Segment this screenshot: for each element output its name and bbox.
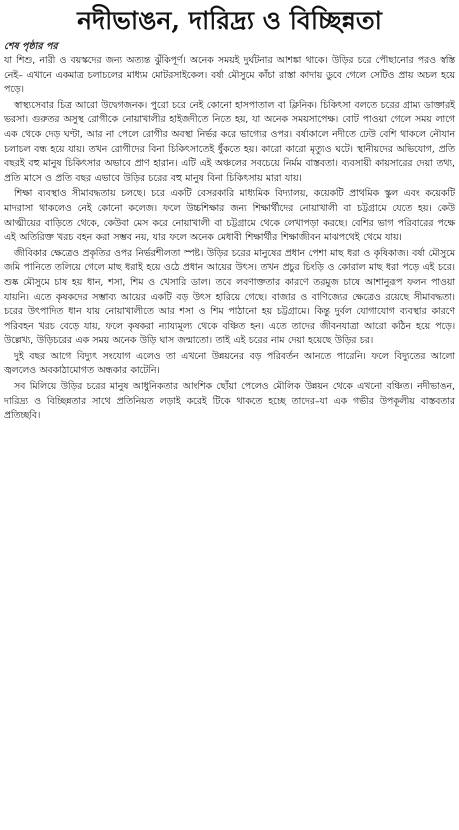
article-paragraph: যা শিশু, নারী ও বয়স্কদের জন্য অত্যন্ত ঝুঁকিপূর্ণ। অনেক সময়ই দুর্ঘটনার আশঙ্কা থাকে। উড়ির চরে পৌছানোর পরও স্বস্তি নেই– এখানে একমাত্র চলাচলের মাধ্যম মোটরসাইকেল। বর্ষা মৌসুমে কাঁচা রাস্তা কাদায় ডুবে গেলে সেটিও প্রায় অচল হয়ে পড়ে।: [4, 55, 455, 96]
article-paragraph: স্বাস্থ্যসেবার চিত্র আরো উদ্বেগজনক। পুরো চরে নেই কোনো হাসপাতাল বা ক্লিনিক। চিকিৎসা বলতে চরের গ্রাম্য ডাক্তারই ভরসা। গুরুতর অসুস্থ রোগীকে নোয়াখালীর হাইজদীতে নিতে হয়, যা অনেক সময়সাপেক্ষ। বোট পাওয়া গেলে সময় লাগে এক থেকে দেড় ঘণ্টা, আর না পেলে রোগীর অবস্থা নির্ভর করে ভাগ্যের ওপর। বর্ষাকালে নদীতে ঢেউ বেশি থাকলে নৌযান চলাচল বন্ধ হয়ে যায়। তখন রোগীদের বিনা চিকিৎসাতেই ধুঁকতে হয়। কারো কারো মৃত্যুও ঘটে। স্থানীয়দের অভিযোগ, প্রতি বছরই বহু মানুষ চিকিৎসার অভাবে প্রাণ হারান। এটি এই অঞ্চলের সবচেয়ে নির্মম বাস্তবতা। ব্যবসায়ী কায়সারের দেয়া তথ্য, প্রতি মাসে ও প্রতি বছর এভাবে উড়ির চরের বহু মানুষ বিনা চিকিৎসায় মারা যায়।: [4, 99, 455, 184]
article-paragraph: সব মিলিয়ে উড়ির চরের মানুষ আধুনিকতার আংশিক ছোঁয়া পেলেও মৌলিক উন্নয়ন থেকে এখনো বঞ্চিত। নদীভাঙন, দারিদ্র্য ও বিচ্ছিন্নতার সাথে প্রতিনিয়ত লড়াই করেই টিকে থাকতে হচ্ছে তাদের–যা এক গভীর উপকূলীয় বাস্তবতার প্রতিচ্ছবি।: [4, 381, 455, 422]
article-body: [4, 54, 455, 424]
article-paragraph: শিক্ষা ব্যবস্থাও সীমাবদ্ধতায় চলছে। চরে একটি বেসরকারি মাধ্যমিক বিদ্যালয়, কয়েকটি প্রাথমিক স্কুল এবং কয়েকটি মাদরাসা থাকলেও নেই কোনো কলেজ। ফলে উচ্চশিক্ষার জন্য শিক্ষার্থীদের নোয়াখালী বা চট্টগ্রামে যেতে হয়। কেউ আত্মীয়ের বাড়িতে থেকে, কেউবা মেস করে নোয়াখালী বা চট্টগ্রামে থেকে লেখাপড়া করছে। বেশির ভাগ পরিবারের পক্ষে এই অতিরিক্ত খরচ বহন করা সম্ভব নয়, যার ফলে অনেক মেধাবী শিক্ষার্থীর শিক্ষাজীবন মাঝপথেই থেমে যায়।: [4, 188, 455, 244]
article-paragraph: জীবিকার ক্ষেত্রেও প্রকৃতির ওপর নির্ভরশীলতা স্পষ্ট। উড়ির চরের মানুষের প্রধান পেশা মাছ ধরা ও কৃষিকাজ। বর্ষা মৌসুমে জমি পানিতে তলিয়ে গেলে মাছ ধরাই হয়ে ওঠে প্রধান আয়ের উৎস। তখন প্রচুর চিংড়ি ও কোরাল মাছ ধরা পড়ে এই চরে। শুষ্ক মৌসুমে চাষ হয় ধান, শসা, শিম ও খেসারি ডাল। তবে লবণাক্ততার কারণে তরমুজ চাষে আশানুরূপ ফলন পাওয়া যায়নি। এতে কৃষকদের সম্ভাব্য আয়ের একটি বড় উৎস হারিয়ে গেছে। বাজার ও বাণিজ্যের ক্ষেত্রেও রয়েছে সীমাবদ্ধতা। চরের উৎপাদিত ধান যায় নোয়াখালীতে আর শসা ও শিম পাঠানো হয় চট্টগ্রামে। কিন্তু দুর্বল যোগাযোগ ব্যবস্থার কারণে পরিবহন খরচ বেড়ে যায়, ফলে কৃষকরা ন্যায্যমূল্য থেকে বঞ্চিত হন। এতে তাদের জীবনযাত্রা আরো কঠিন হয়ে পড়ে। উল্লেখ্য, উড়িচরের এক সময় অনেক উড়ি ঘাস জন্মাতো। তাই এই চরের নাম দেয়া হয়েছে উড়ির চর।: [4, 247, 455, 347]
article-paragraph: দুই বছর আগে বিদ্যুৎ সংযোগ এলেও তা এখনো উন্নয়নের বড় পরিবর্তন আনতে পারেনি। ফলে বিদ্যুতের আলো জ্বললেও অবকাঠামোগত অন্ধকার কাটেনি।: [4, 350, 455, 377]
article-headline: নদীভাঙন, দারিদ্র্য ও বিচ্ছিন্নতা: [77, 6, 382, 35]
continuation-note: শেষ পৃষ্ঠার পর: [4, 41, 58, 52]
